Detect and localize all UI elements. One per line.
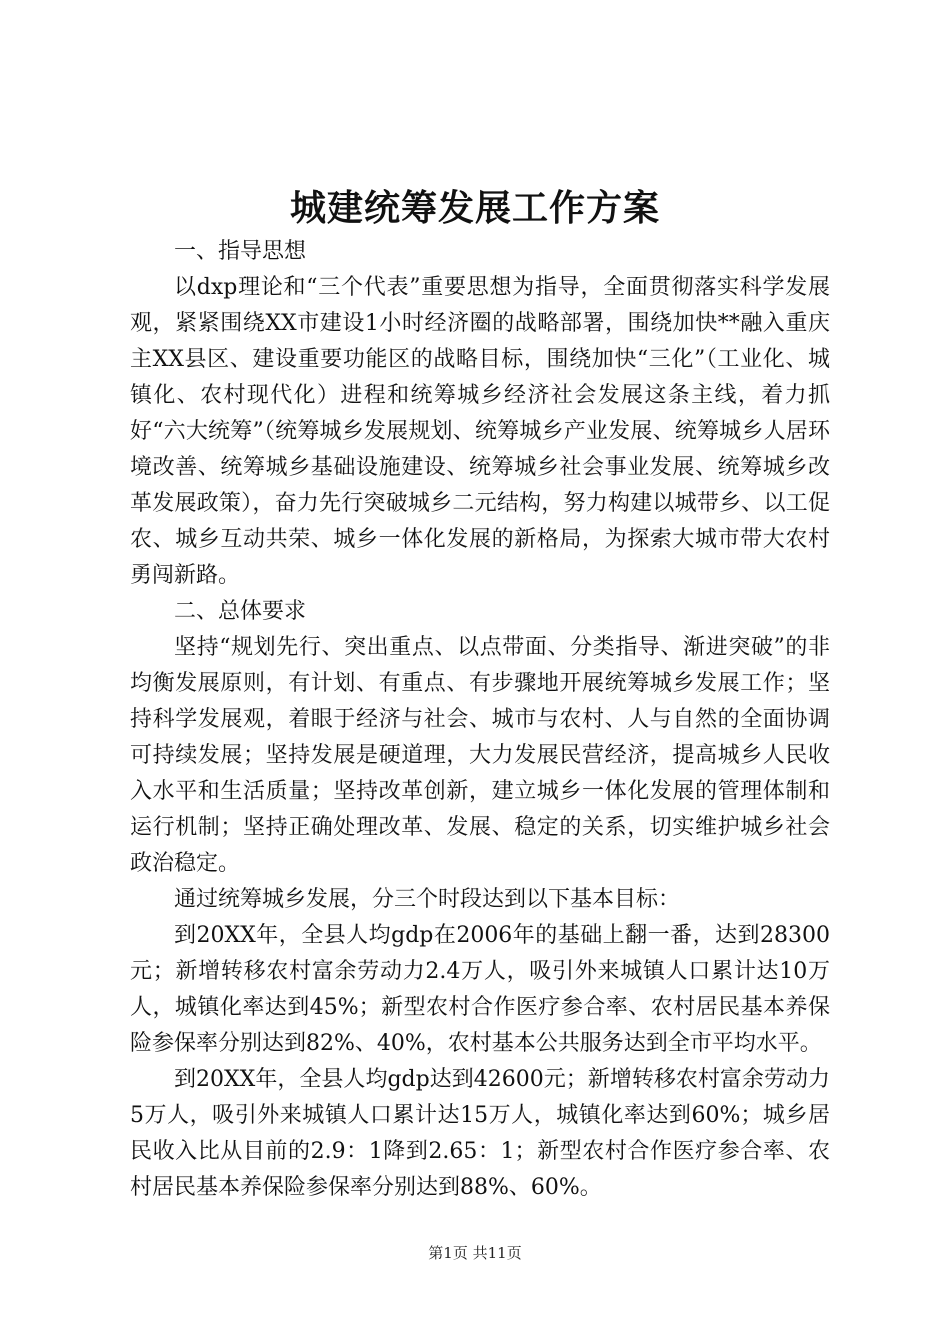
section-heading-general-requirements: 二、总体要求 — [174, 599, 307, 624]
document-title: 城建统筹发展工作方案 — [289, 187, 660, 229]
section-heading-guiding-ideology: 一、指导思想 — [174, 239, 307, 264]
paragraph-target-stage-one: 到20XX年，全县人均gdp在2006年的基础上翻一番，达到28300元；新增转移农村富余劳动力2.4万人，吸引外来城镇人口累计达10万人，城镇化率达到45%；新型农村合作医疗参合率、农村居民基本养保险参保率分别达到82%、40%，农村基本公共服务达到全市平均水平。 — [130, 923, 830, 1056]
paragraph-guiding-ideology: 以dxp理论和“三个代表”重要思想为指导，全面贯彻落实科学发展观，紧紧围绕XX市建设1小时经济圈的战略部署，围绕加快**融入重庆主XX县区、建设重要功能区的战略目标，围绕加快“三化”（工业化、城镇化、农村现代化）进程和统筹城乡经济社会发展这条主线，着力抓好“六大统筹”（统筹城乡发展规划、统筹城乡产业发展、统筹城乡人居环境改善、统筹城乡基础设施建设、统筹城乡社会事业发展、统筹城乡改革发展政策），奋力先行突破城乡二元结构，努力构建以城带乡、以工促农、城乡互动共荣、城乡一体化发展的新格局，为探索大城市带大农村勇闯新路。 — [130, 275, 830, 588]
paragraph-target-stage-two: 到20XX年，全县人均gdp达到42600元；新增转移农村富余劳动力5万人，吸引外来城镇人口累计达15万人，城镇化率达到60%；城乡居民收入比从目前的2.9：1降到2.65：1；新型农村合作医疗参合率、农村居民基本养保险参保率分别达到88%、60%。 — [130, 1067, 830, 1200]
page-number: 第1页 共11页 — [428, 1244, 522, 1262]
document-body — [130, 234, 830, 1206]
paragraph-targets-intro: 通过统筹城乡发展，分三个时段达到以下基本目标： — [174, 887, 681, 912]
paragraph-general-requirements: 坚持“规划先行、突出重点、以点带面、分类指导、渐进突破”的非均衡发展原则，有计划、有重点、有步骤地开展统筹城乡发展工作；坚持科学发展观，着眼于经济与社会、城市与农村、人与自然的全面协调可持续发展；坚持发展是硬道理，大力发展民营经济，提高城乡人民收入水平和生活质量；坚持改革创新，建立城乡一体化发展的管理体制和运行机制；坚持正确处理改革、发展、稳定的关系，切实维护城乡社会政治稳定。 — [130, 635, 830, 876]
